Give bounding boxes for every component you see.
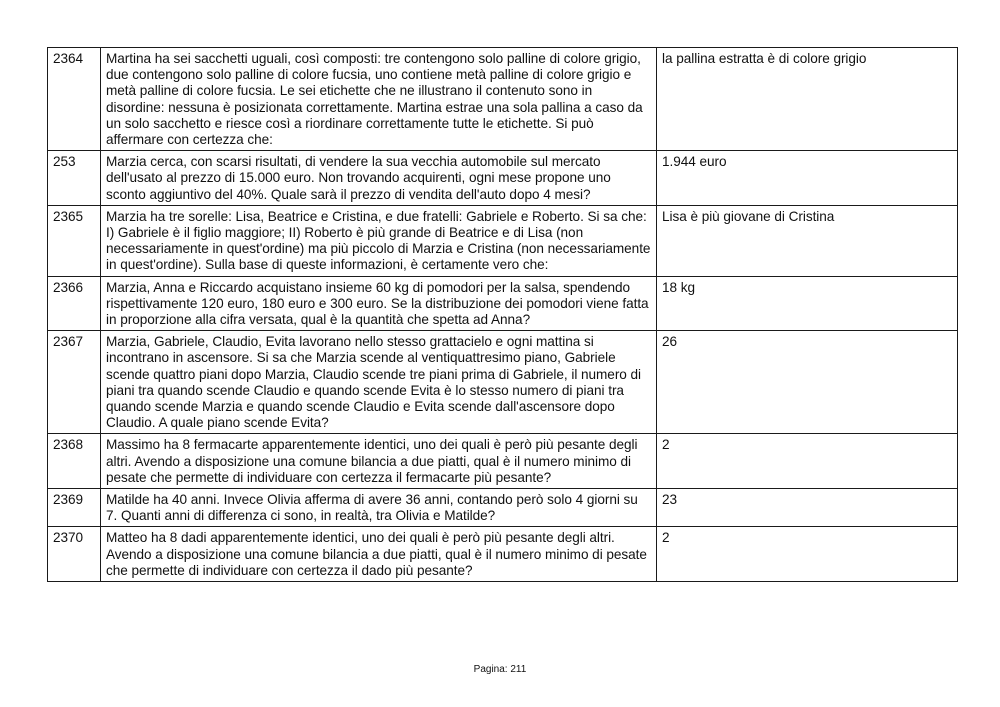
- table-row: [48, 331, 958, 434]
- table-row: [48, 48, 958, 151]
- answer-cell: 26: [657, 331, 958, 434]
- question-id-cell: 2367: [48, 331, 101, 434]
- quiz-table: [47, 47, 958, 582]
- answer-cell: Lisa è più giovane di Cristina: [657, 205, 958, 276]
- question-text-cell: Marzia ha tre sorelle: Lisa, Beatrice e Cristina, e due fratelli: Gabriele e Roberto. Si sa che: I) Gabriele è il figlio maggiore; II) Roberto è più grande di Beatrice e di Lisa (non necessariamente in quest'ordine) ma più piccolo di Marzia e Cristina (non necessariamente in quest'ordine). Sulla base di queste informazioni, è certamente vero che:: [101, 205, 657, 276]
- question-text-cell: Martina ha sei sacchetti uguali, così composti: tre contengono solo palline di colore grigio, due contengono solo palline di colore fucsia, uno contiene metà palline di colore grigio e metà palline di colore fucsia. Le sei etichette che ne illustrano il contenuto sono in disordine: nessuna è posizionata correttamente. Martina estrae una sola pallina a caso da un solo sacchetto e riesce così a riordinare correttamente tutte le etichette. Si può affermare con certezza che:: [101, 48, 657, 151]
- question-id-cell: 2369: [48, 489, 101, 527]
- table-row: [48, 489, 958, 527]
- table-row: [48, 151, 958, 206]
- table-row: [48, 205, 958, 276]
- question-id-cell: 2366: [48, 276, 101, 331]
- answer-cell: 18 kg: [657, 276, 958, 331]
- answer-cell: 1.944 euro: [657, 151, 958, 206]
- table-row: [48, 527, 958, 582]
- question-text-cell: Marzia, Gabriele, Claudio, Evita lavorano nello stesso grattacielo e ogni mattina si incontrano in ascensore. Si sa che Marzia scende al ventiquattresimo piano, Gabriele scende quattro piani dopo Marzia, Claudio scende tre piani prima di Gabriele, il numero di piani tra quando scende Claudio e quando scende Evita è lo stesso numero di piani tra quando scende Marzia e quando scende Claudio e Evita scende dall'ascensore dopo Claudio. A quale piano scende Evita?: [101, 331, 657, 434]
- question-text-cell: Marzia cerca, con scarsi risultati, di vendere la sua vecchia automobile sul mercato dell'usato al prezzo di 15.000 euro. Non trovando acquirenti, ogni mese propone uno sconto aggiuntivo del 40%. Quale sarà il prezzo di vendita dell'auto dopo 4 mesi?: [101, 151, 657, 206]
- quiz-table-container: [47, 47, 957, 582]
- answer-cell: 23: [657, 489, 958, 527]
- question-text-cell: Matteo ha 8 dadi apparentemente identici, uno dei quali è però più pesante degli altri. Avendo a disposizione una comune bilancia a due piatti, qual è il numero minimo di pesate che permette di individuare con certezza il dado più pesante?: [101, 527, 657, 582]
- table-row: [48, 434, 958, 489]
- question-id-cell: 2364: [48, 48, 101, 151]
- answer-cell: la pallina estratta è di colore grigio: [657, 48, 958, 151]
- question-id-cell: 2365: [48, 205, 101, 276]
- answer-cell: 2: [657, 527, 958, 582]
- question-text-cell: Matilde ha 40 anni. Invece Olivia afferma di avere 36 anni, contando però solo 4 giorni su 7. Quanti anni di differenza ci sono, in realtà, tra Olivia e Matilde?: [101, 489, 657, 527]
- question-id-cell: 2368: [48, 434, 101, 489]
- table-row: [48, 276, 958, 331]
- question-text-cell: Marzia, Anna e Riccardo acquistano insieme 60 kg di pomodori per la salsa, spendendo rispettivamente 120 euro, 180 euro e 300 euro. Se la distribuzione dei pomodori viene fatta in proporzione alla cifra versata, qual è la quantità che spetta ad Anna?: [101, 276, 657, 331]
- question-id-cell: 253: [48, 151, 101, 206]
- answer-cell: 2: [657, 434, 958, 489]
- page-number: Pagina: 211: [473, 664, 527, 675]
- question-id-cell: 2370: [48, 527, 101, 582]
- question-text-cell: Massimo ha 8 fermacarte apparentemente identici, uno dei quali è però più pesante degli altri. Avendo a disposizione una comune bilancia a due piatti, qual è il numero minimo di pesate che permette di individuare con certezza il fermacarte più pesante?: [101, 434, 657, 489]
